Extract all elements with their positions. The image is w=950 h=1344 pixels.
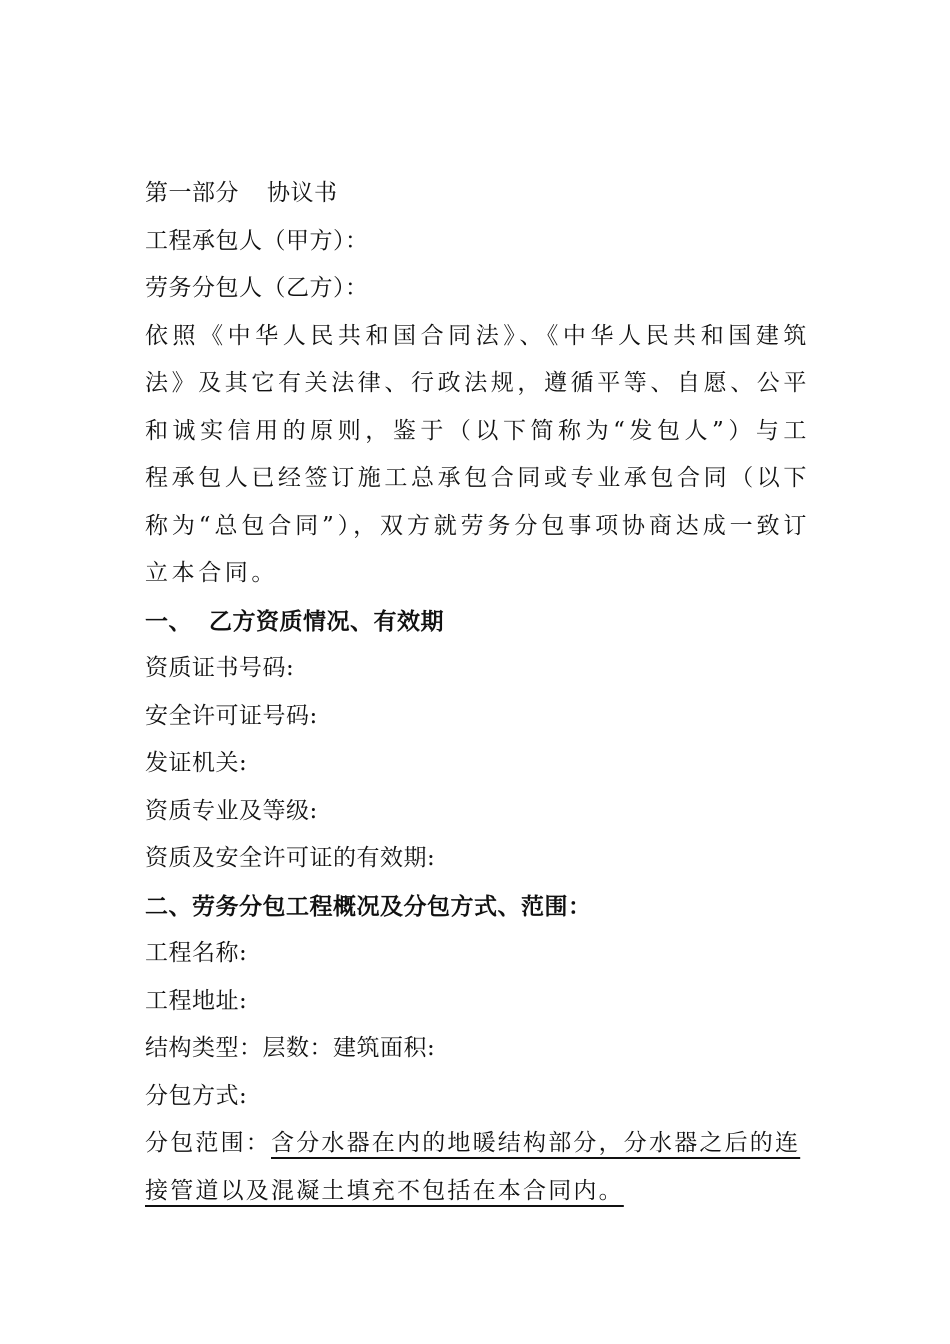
section-2-heading: 二、劳务分包工程概况及分包方式、范围： [145, 892, 592, 920]
subcontract-scope-label: 分包范围： [145, 1130, 271, 1156]
validity-period-field: 资质及安全许可证的有效期: [145, 845, 436, 871]
document-body [145, 170, 810, 1215]
party-b-label: 劳务分包人（乙方）： [145, 275, 369, 301]
subcontract-method-field: 分包方式: [145, 1082, 248, 1109]
qualification-grade-field: 资质专业及等级: [145, 797, 318, 824]
part-title-name: 协议书 [267, 180, 338, 206]
party-a-label: 工程承包人（甲方）： [145, 227, 369, 254]
qualification-cert-number-field: 资质证书号码: [145, 655, 295, 681]
project-name-field: 工程名称: [145, 940, 248, 966]
issuing-authority-field: 发证机关: [145, 750, 248, 776]
part-title-number: 第一部分 [145, 180, 239, 206]
subcontract-scope [145, 1120, 805, 1215]
subcontract-scope-value: 含分水器在内的地暖结构部分，分水器之后的连接管道以及混凝土填充不包括在本合同内。 [145, 1130, 801, 1204]
section-1-heading: 一、 乙方资质情况、有效期 [145, 607, 445, 635]
part-title [145, 170, 810, 218]
safety-license-number-field: 安全许可证号码: [145, 702, 318, 729]
structure-info-field: 结构类型：层数：建筑面积: [145, 1035, 436, 1061]
intro-paragraph: 依照《中华人民共和国合同法》、《中华人民共和国建筑法》及其它有关法律、行政法规，遵循平等、自愿、公平和诚实信用的原则，鉴于（以下简称为“发包人”）与工程承包人已经签订施工总承包合同或专业承包合同（以下称为“总包合同”），双方就劳务分包事项协商达成一致订立本合同。 [145, 322, 810, 586]
project-address-field: 工程地址: [145, 987, 248, 1014]
